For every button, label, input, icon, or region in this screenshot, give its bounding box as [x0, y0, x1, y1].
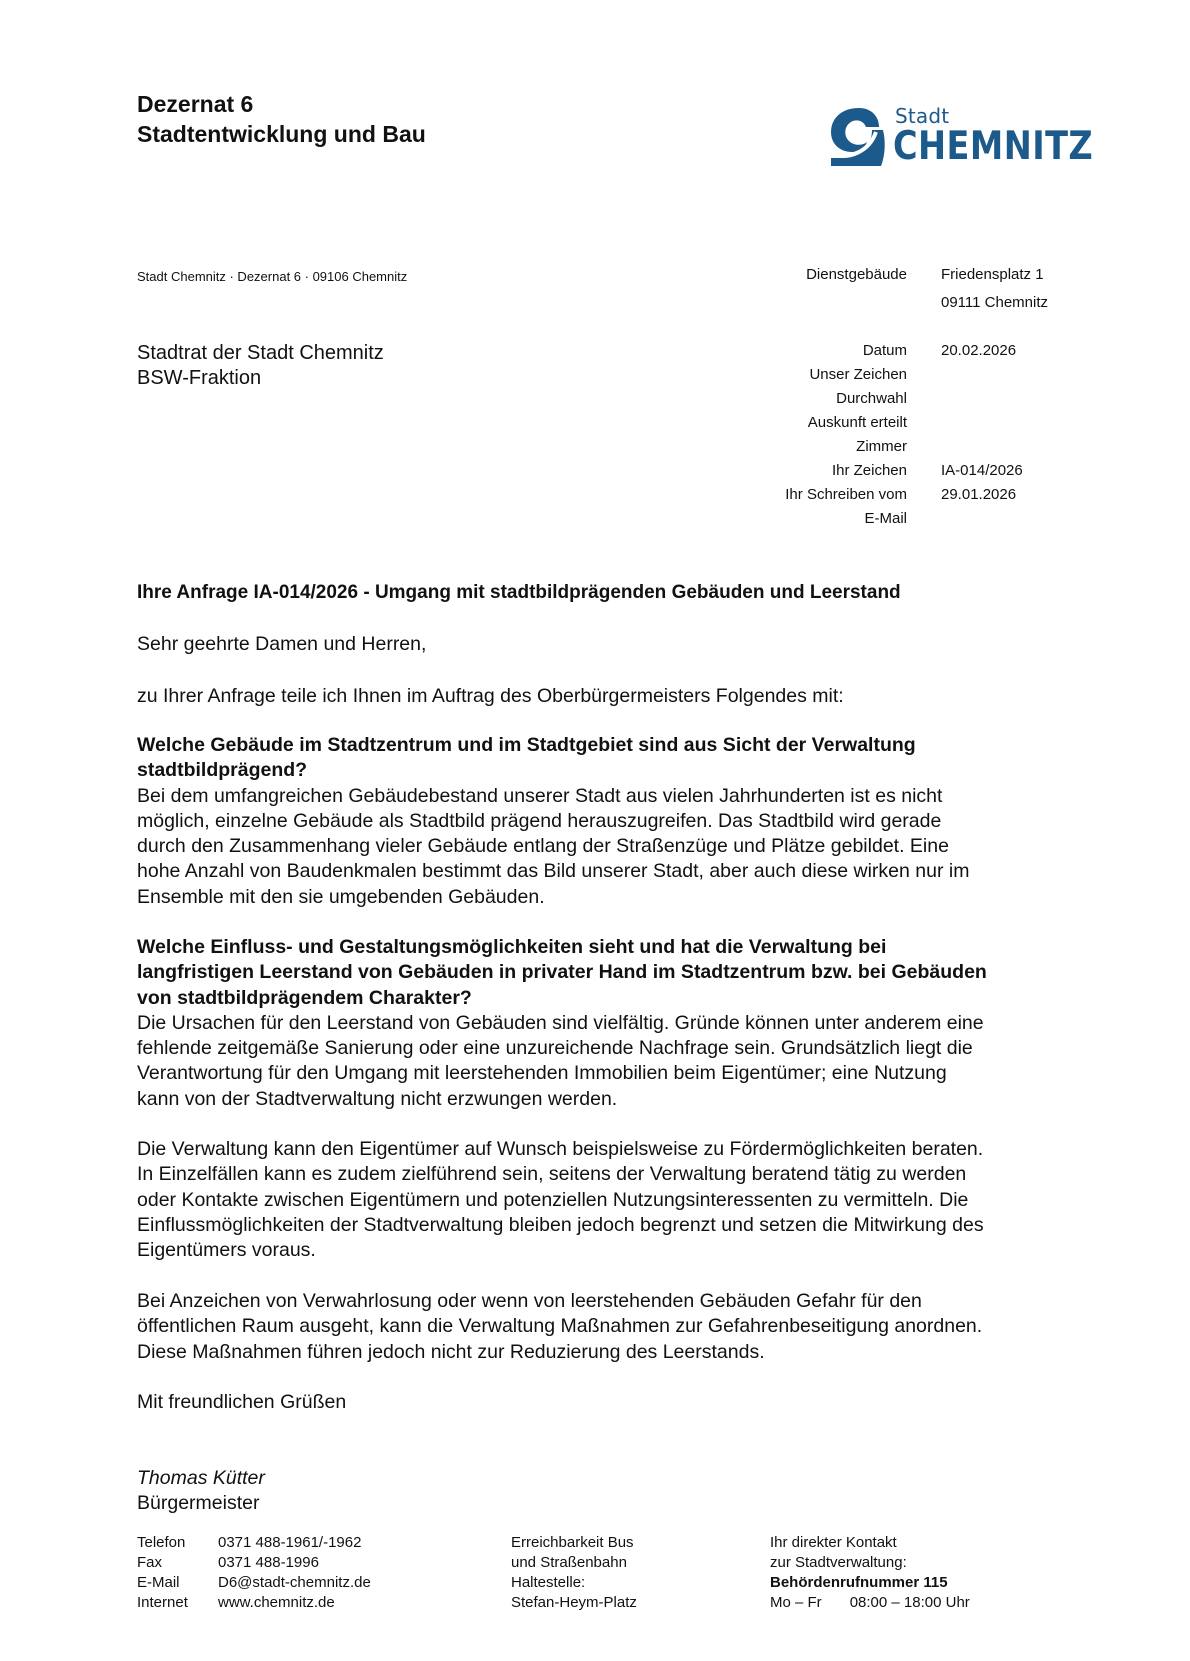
paragraph-line: In Einzelfällen kann es zudem zielführend sein, seitens der Verwaltung beratend tätig zu werden [137, 1163, 967, 1186]
office-address-line-2: 09111 Chemnitz [941, 294, 1049, 311]
footer-label-fax: Fax [137, 1554, 163, 1571]
office-times: 08:00 – 18:00 Uhr [849, 1594, 970, 1611]
answer-2-line: fehlende zeitgemäße Sanierung oder eine unzureichende Nachfrage sein. Grundsätzlich liegt die [137, 1037, 973, 1060]
department-name: Stadtentwicklung und Bau [137, 121, 426, 147]
sender-return-address: Stadt Chemnitz · Dezernat 6 · 09106 Chemnitz [137, 269, 408, 284]
footer-label-email: E-Mail [137, 1574, 180, 1591]
meta-label-email: E-Mail [864, 510, 907, 527]
transit-line: Haltestelle: [511, 1574, 586, 1591]
meta-label-extension: Durchwahl [836, 390, 907, 407]
office-hours [770, 1593, 970, 1613]
footer-email-link[interactable]: D6@stadt-chemnitz.de [218, 1574, 371, 1591]
question-1-heading-line: stadtbildprägend? [137, 759, 308, 782]
footer-fax: 0371 488-1996 [218, 1554, 319, 1571]
footer-transit-info [511, 1533, 637, 1613]
question-2-block [137, 935, 1097, 1112]
paragraph-line: oder Kontakte zwischen Eigentümern und potenziellen Nutzungsinteressenten zu vermitteln. Die [137, 1188, 969, 1211]
question-2-heading-line: langfristigen Leerstand von Gebäuden in privater Hand im Stadtzentrum bzw. bei Gebäuden [137, 961, 987, 984]
question-2-heading-line: von stadtbildprägendem Charakter? [137, 986, 472, 1009]
closing-greeting: Mit freundlichen Grüßen [137, 1391, 347, 1413]
salutation: Sehr geehrte Damen und Herren, [137, 633, 427, 655]
answer-1-line: durch den Zusammenhang vieler Gebäude entlang der Straßenzüge und Plätze gebildet. Eine [137, 835, 949, 858]
meta-value-date: 20.02.2026 [941, 342, 1017, 359]
paragraph-line: Einflussmöglichkeiten der Stadtverwaltung bleiben jedoch begrenzt und setzen die Mitwirkung des [137, 1213, 984, 1236]
footer-contact-labels [137, 1533, 188, 1613]
footer-contact-values [218, 1533, 371, 1613]
meta-label-date: Datum [862, 342, 907, 359]
transit-stop: Stefan-Heym-Platz [511, 1594, 637, 1611]
logo-stadt-text: Stadt [895, 104, 950, 128]
transit-line: Erreichbarkeit Bus [511, 1534, 634, 1551]
question-1-heading-line: Welche Gebäude im Stadtzentrum und im Stadtgebiet sind aus Sicht der Verwaltung [137, 734, 916, 756]
meta-label-your-letter-date: Ihr Schreiben vom [785, 486, 907, 503]
answer-2-line: Verantwortung für den Umgang mit leerstehenden Immobilien beim Eigentümer; eine Nutzung [137, 1062, 947, 1085]
answer-1-line: Bei dem umfangreichen Gebäudebestand unserer Stadt aus vielen Jahrhunderten ist es nicht [137, 784, 943, 807]
direct-contact-line: Ihr direkter Kontakt [770, 1534, 897, 1551]
direct-contact-line: zur Stadtverwaltung: [770, 1554, 907, 1571]
footer-direct-contact [770, 1533, 970, 1613]
signatory-name: Thomas Kütter [137, 1467, 265, 1489]
answer-2-line: Die Ursachen für den Leerstand von Gebäuden sind vielfältig. Gründe können unter anderem eine [137, 1011, 984, 1034]
meta-label-contact-person: Auskunft erteilt [807, 414, 907, 431]
paragraph-line: Bei Anzeichen von Verwahrlosung oder wenn von leerstehenden Gebäuden Gefahr für den [137, 1290, 922, 1312]
intro-paragraph: zu Ihrer Anfrage teile ich Ihnen im Auftrag des Oberbürgermeisters Folgendes mit: [137, 685, 844, 707]
paragraph-line: Diese Maßnahmen führen jedoch nicht zur Reduzierung des Leerstands. [137, 1340, 765, 1363]
question-2-heading-line: Welche Einfluss- und Gestaltungsmöglichkeiten sieht und hat die Verwaltung bei [137, 936, 887, 958]
recipient-line-1: Stadtrat der Stadt Chemnitz [137, 342, 384, 364]
meta-value-your-letter-date: 29.01.2026 [941, 486, 1017, 503]
meta-label-our-reference: Unser Zeichen [809, 366, 907, 383]
advice-paragraph [137, 1137, 1097, 1263]
meta-value-your-reference: IA-014/2026 [941, 462, 1023, 479]
signatory-title: Bürgermeister [137, 1492, 260, 1514]
city-logo [829, 104, 1094, 170]
hotline-number: Behördenrufnummer 115 [770, 1574, 948, 1591]
logo-chemnitz-text: CHEMNITZ [893, 124, 1094, 169]
answer-1-line: hohe Anzahl von Baudenkmalen bestimmt das Bild unserer Stadt, aber auch diese wirken nur im [137, 860, 970, 883]
answer-1-line: Ensemble mit den sie umgebenden Gebäuden. [137, 885, 545, 908]
answer-1-line: möglich, einzelne Gebäude als Stadtbild prägend herauszugreifen. Das Stadtbild wird gerade [137, 809, 942, 832]
letter-subject: Ihre Anfrage IA-014/2026 - Umgang mit stadtbildprägenden Gebäuden und Leerstand [137, 582, 901, 603]
transit-line: und Straßenbahn [511, 1554, 627, 1571]
office-label: Dienstgebäude [806, 266, 907, 283]
office-address-line-1: Friedensplatz 1 [941, 266, 1044, 283]
footer-website-link[interactable]: www.chemnitz.de [218, 1594, 335, 1611]
hazard-paragraph [137, 1289, 1097, 1365]
office-days: Mo – Fr [770, 1594, 822, 1611]
answer-2-line: kann von der Stadtverwaltung nicht erzwungen werden. [137, 1087, 618, 1110]
recipient-line-2: BSW-Fraktion [137, 367, 262, 389]
department-number: Dezernat 6 [137, 91, 254, 117]
meta-label-your-reference: Ihr Zeichen [831, 462, 907, 479]
paragraph-line: öffentlichen Raum ausgeht, kann die Verwaltung Maßnahmen zur Gefahrenbeseitigung anordnen. [137, 1315, 983, 1338]
paragraph-line: Eigentümers voraus. [137, 1239, 316, 1262]
footer-label-phone: Telefon [137, 1534, 186, 1551]
question-1-block [137, 733, 1097, 910]
meta-label-room: Zimmer [856, 438, 907, 455]
footer-label-internet: Internet [137, 1594, 188, 1611]
chemnitz-c-logo-icon [829, 106, 889, 168]
footer-phone: 0371 488-1961/-1962 [218, 1534, 362, 1551]
paragraph-line: Die Verwaltung kann den Eigentümer auf Wunsch beispielsweise zu Fördermöglichkeiten beraten. [137, 1138, 984, 1160]
recipient-address [137, 341, 384, 391]
